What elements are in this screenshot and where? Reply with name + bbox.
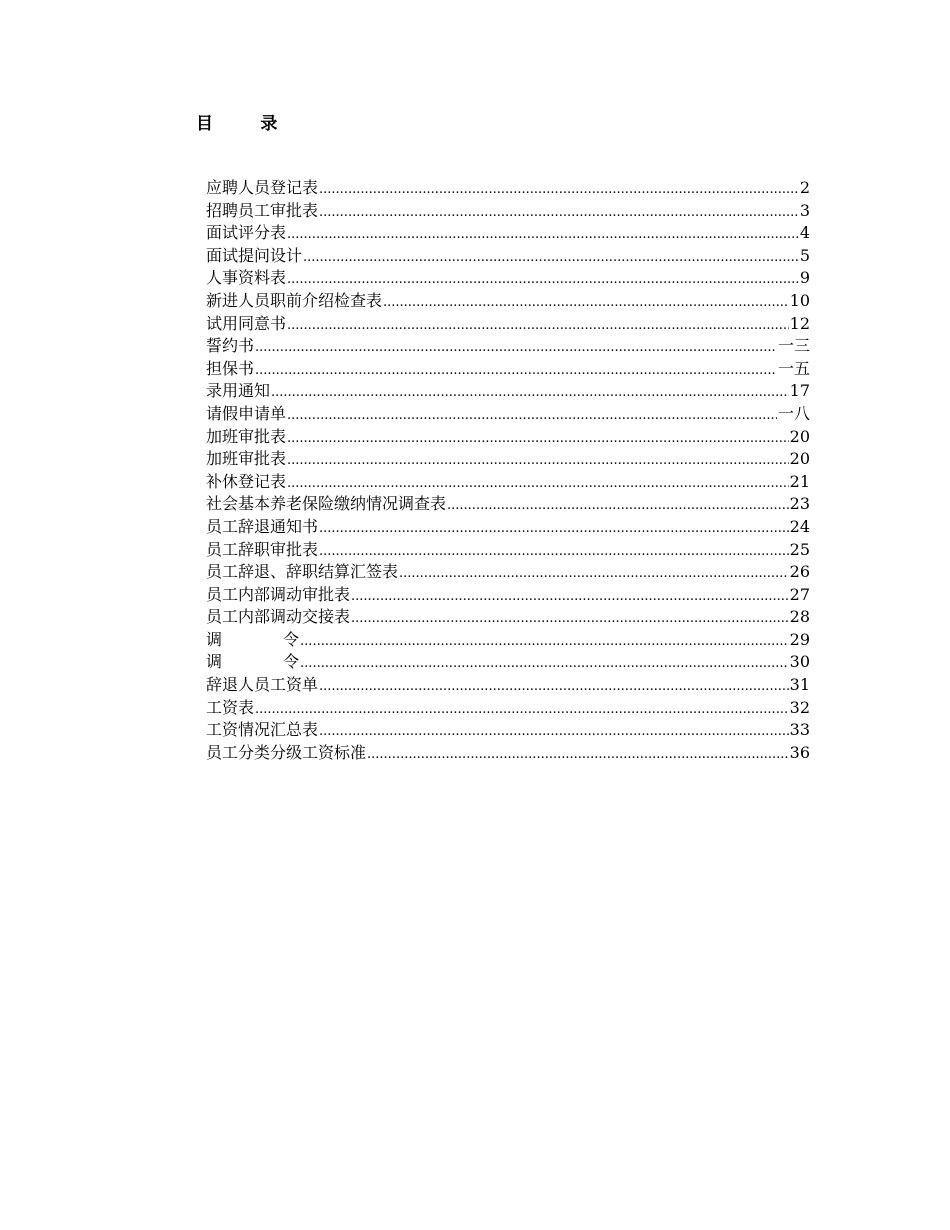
toc-entry-label: 录用通知 <box>206 381 271 401</box>
toc-entry-label: 加班审批表 <box>206 449 287 469</box>
toc-dot-leader <box>319 721 789 744</box>
toc-entry-page: 31 <box>789 675 810 695</box>
toc-dot-leader <box>319 676 789 699</box>
toc-entry-label: 辞退人员工资单 <box>206 675 319 695</box>
toc-entry[interactable] <box>206 426 810 449</box>
toc-entry[interactable] <box>206 584 810 607</box>
toc-dot-leader <box>271 382 789 405</box>
toc-entry[interactable] <box>206 561 810 584</box>
toc-entry[interactable] <box>206 290 810 313</box>
toc-dot-leader <box>300 631 789 654</box>
toc-dot-leader <box>287 473 789 496</box>
toc-entry-label: 新进人员职前介绍检查表 <box>206 290 383 310</box>
toc-entry-label: 工资表 <box>206 697 255 717</box>
toc-entry[interactable] <box>206 448 810 471</box>
toc-dot-leader <box>399 563 789 586</box>
toc-entry[interactable] <box>206 335 810 358</box>
toc-entry[interactable] <box>206 245 810 268</box>
toc-entry-label: 调 令 <box>206 652 300 672</box>
toc-entry-page: 一三 <box>777 336 810 356</box>
toc-entry[interactable] <box>206 358 810 381</box>
toc-entry[interactable] <box>206 200 810 223</box>
toc-entry-page: 21 <box>789 471 810 491</box>
toc-entry-page: 12 <box>789 313 810 333</box>
toc-entry-label: 誓约书 <box>206 336 255 356</box>
toc-dot-leader <box>319 179 799 202</box>
toc-entry[interactable] <box>206 222 810 245</box>
toc-entry-label: 调 令 <box>206 629 300 649</box>
toc-entry-page: 20 <box>789 426 810 446</box>
toc-entry-label: 员工辞职审批表 <box>206 539 319 559</box>
toc-entry-label: 加班审批表 <box>206 426 287 446</box>
toc-dot-leader <box>319 202 799 225</box>
toc-entry-page: 17 <box>789 381 810 401</box>
toc-entry-label: 应聘人员登记表 <box>206 178 319 197</box>
toc-entry-label: 工资情况汇总表 <box>206 720 319 740</box>
toc-entry-page: 一五 <box>777 358 810 378</box>
toc-entry-page: 33 <box>789 720 810 740</box>
toc-entry[interactable] <box>206 267 810 290</box>
toc-entry-page: 24 <box>789 516 810 536</box>
toc-entry-page: 26 <box>789 562 810 582</box>
toc-entry-page: 27 <box>789 584 810 604</box>
toc-entry-page: 4 <box>799 223 810 243</box>
toc-entry-page: 29 <box>789 629 810 649</box>
toc-dot-leader <box>367 744 789 767</box>
toc-entry-page: 20 <box>789 449 810 469</box>
toc-entry[interactable] <box>206 471 810 494</box>
toc-entry[interactable] <box>206 651 810 674</box>
toc-entry-page: 23 <box>789 494 810 514</box>
toc-entry-label: 员工分类分级工资标准 <box>206 742 367 762</box>
toc-entry[interactable] <box>206 516 810 539</box>
toc-dot-leader <box>255 699 789 722</box>
toc-entry-label: 人事资料表 <box>206 268 287 288</box>
toc-entry-label: 社会基本养老保险缴纳情况调查表 <box>206 494 447 514</box>
toc-entry-label: 担保书 <box>206 358 255 378</box>
toc-dot-leader <box>447 495 789 518</box>
toc-dot-leader <box>351 586 789 609</box>
toc-entry-page: 28 <box>789 607 810 627</box>
toc-entry-page: 32 <box>789 697 810 717</box>
toc-dot-leader <box>287 224 799 247</box>
toc-entry[interactable] <box>206 380 810 403</box>
toc-entry-label: 员工内部调动审批表 <box>206 584 351 604</box>
toc-dot-leader <box>287 428 789 451</box>
toc-entry-page: 25 <box>789 539 810 559</box>
toc-entry[interactable] <box>206 674 810 697</box>
toc-entry[interactable] <box>206 719 810 742</box>
toc-dot-leader <box>255 337 777 360</box>
toc-entry[interactable] <box>206 742 810 765</box>
toc-entry-page: 36 <box>789 742 810 762</box>
toc-entry[interactable] <box>206 177 810 200</box>
toc-entry[interactable] <box>206 403 810 426</box>
toc-dot-leader <box>287 450 789 473</box>
toc-list <box>206 177 810 764</box>
toc-entry-label: 面试评分表 <box>206 223 287 243</box>
toc-dot-leader <box>383 292 789 315</box>
toc-dot-leader <box>255 360 777 383</box>
toc-entry[interactable] <box>206 697 810 720</box>
toc-dot-leader <box>319 518 789 541</box>
toc-entry[interactable] <box>206 539 810 562</box>
toc-entry[interactable] <box>206 493 810 516</box>
toc-entry-label: 补休登记表 <box>206 471 287 491</box>
toc-dot-leader <box>287 269 799 292</box>
toc-entry-label: 员工辞退、辞职结算汇签表 <box>206 562 399 582</box>
toc-entry-label: 请假申请单 <box>206 403 287 423</box>
toc-entry[interactable] <box>206 629 810 652</box>
toc-dot-leader <box>303 247 799 270</box>
toc-entry-label: 面试提问设计 <box>206 245 303 265</box>
toc-entry[interactable] <box>206 313 810 336</box>
toc-entry-page: 一八 <box>777 403 810 423</box>
toc-dot-leader <box>300 653 789 676</box>
toc-entry-label: 员工辞退通知书 <box>206 516 319 536</box>
toc-entry-page: 5 <box>799 245 810 265</box>
toc-dot-leader <box>319 541 789 564</box>
toc-entry-label: 招聘员工审批表 <box>206 200 319 220</box>
toc-title: 目 录 <box>196 114 278 134</box>
toc-dot-leader <box>351 608 789 631</box>
toc-entry[interactable] <box>206 606 810 629</box>
toc-entry-label: 试用同意书 <box>206 313 287 333</box>
toc-entry-page: 2 <box>799 178 810 197</box>
toc-entry-page: 10 <box>789 290 810 310</box>
toc-entry-page: 9 <box>799 268 810 288</box>
toc-entry-label: 员工内部调动交接表 <box>206 607 351 627</box>
toc-entry-page: 3 <box>799 200 810 220</box>
toc-entry-page: 30 <box>789 652 810 672</box>
toc-dot-leader <box>287 405 777 428</box>
toc-dot-leader <box>287 315 789 338</box>
